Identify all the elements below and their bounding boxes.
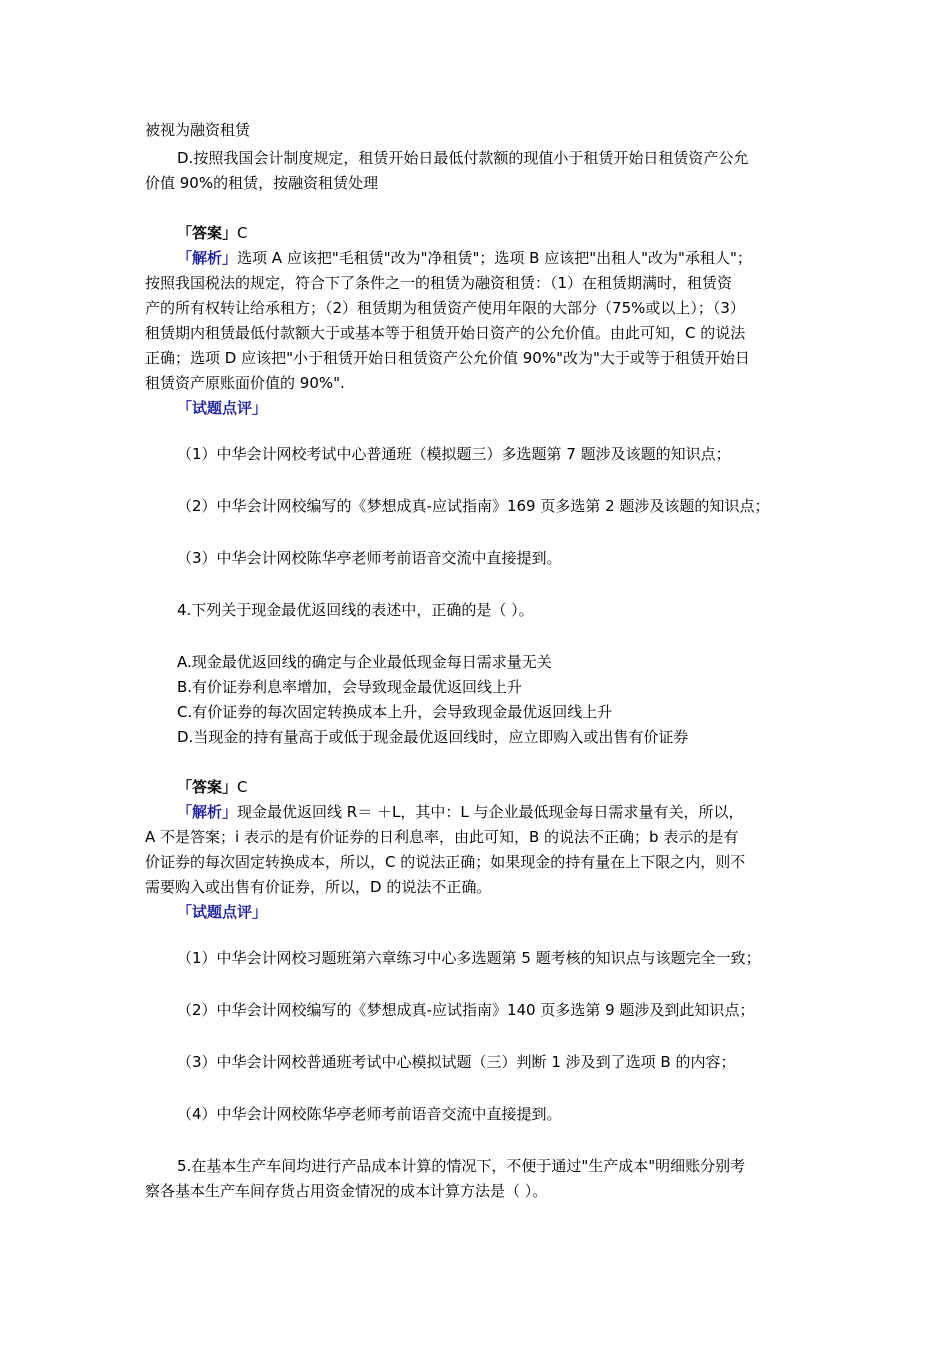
q3-review-label: 「试题点评」 xyxy=(177,399,268,417)
q4-analysis-line1 xyxy=(177,800,847,824)
q3-review-item3: （3）中华会计网校陈华亭老师考前语音交流中直接提到。 xyxy=(177,549,562,567)
q3-analysis-line6: 租赁资产原账面价值的 90%". xyxy=(145,374,345,392)
q4-option-a: A.现金最优返回线的确定与企业最低现金每日需求量无关 xyxy=(177,653,552,671)
answer-label: 「答案」 xyxy=(177,778,238,796)
q4-option-b: B.有价证券利息率增加，会导致现金最优返回线上升 xyxy=(177,678,523,696)
q4-option-c: C.有价证券的每次固定转换成本上升，会导致现金最优返回线上升 xyxy=(177,703,613,721)
q3-option-d-line1: D.按照我国会计制度规定，租赁开始日最低付款额的现值小于租赁开始日租赁资产公允 xyxy=(177,149,749,167)
q3-answer xyxy=(177,221,847,245)
answer-label: 「答案」 xyxy=(177,224,238,242)
q4-review-item4: （4）中华会计网校陈华亭老师考前语音交流中直接提到。 xyxy=(177,1105,562,1123)
q4-review-label: 「试题点评」 xyxy=(177,903,268,921)
q3-review-item2: （2）中华会计网校编写的《梦想成真-应试指南》169 页多选第 2 题涉及该题的知识点； xyxy=(177,497,770,515)
q4-analysis-line2: A 不是答案；i 表示的是有价证券的日利息率，由此可知，B 的说法不正确；b 表示的是有 xyxy=(145,828,739,846)
q3-analysis-line2: 按照我国税法的规定，符合下了条件之一的租赁为融资租赁：（1）在租赁期满时，租赁资 xyxy=(145,274,733,292)
analysis-label: 「解析」 xyxy=(177,803,238,821)
answer-value: C xyxy=(237,778,248,796)
analysis-label: 「解析」 xyxy=(177,249,238,267)
q4-analysis-line3: 价证券的每次固定转换成本，所以，C 的说法正确；如果现金的持有量在上下限之内，则不 xyxy=(145,853,746,871)
q5-stem-line1: 5.在基本生产车间均进行产品成本计算的情况下，不便于通过"生产成本"明细账分别考 xyxy=(177,1157,746,1175)
q3-tail-text: 被视为融资租赁 xyxy=(145,121,251,139)
q3-analysis-line4: 租赁期内租赁最低付款额大于或基本等于租赁开始日资产的公允价值。由此可知，C 的说法 xyxy=(145,324,746,342)
q3-review-item1: （1）中华会计网校考试中心普通班（模拟题三）多选题第 7 题涉及该题的知识点； xyxy=(177,445,731,463)
analysis-text: 选项 A 应该把"毛租赁"改为"净租赁"；选项 B 应该把"出租人"改为"承租人"； xyxy=(237,249,752,267)
q3-analysis-line1 xyxy=(177,246,847,270)
q4-review-item2: （2）中华会计网校编写的《梦想成真-应试指南》140 页多选第 9 题涉及到此知识点； xyxy=(177,1001,755,1019)
q3-analysis-line5: 正确；选项 D 应该把"小于租赁开始日租赁资产公允价值 90%"改为"大于或等于租赁开始日 xyxy=(145,349,750,367)
answer-value: C xyxy=(237,224,248,242)
q4-answer xyxy=(177,775,847,799)
q5-stem-line2: 察各基本生产车间存货占用资金情况的成本计算方法是（ ）。 xyxy=(145,1182,548,1200)
q4-review-item1: （1）中华会计网校习题班第六章练习中心多选题第 5 题考核的知识点与该题完全一致； xyxy=(177,949,761,967)
q3-option-d-line2: 价值 90%的租赁，按融资租赁处理 xyxy=(145,174,379,192)
q4-review-item3: （3）中华会计网校普通班考试中心模拟试题（三）判断 1 涉及到了选项 B 的内容； xyxy=(177,1053,736,1071)
q4-option-d: D.当现金的持有量高于或低于现金最优返回线时，应立即购入或出售有价证券 xyxy=(177,728,689,746)
q3-analysis-line3: 产的所有权转让给承租方；（2）租赁期为租赁资产使用年限的大部分（75%或以上）；（3） xyxy=(145,299,745,317)
q4-stem: 4.下列关于现金最优返回线的表述中，正确的是（ ）。 xyxy=(177,601,534,619)
q4-analysis-line4: 需要购入或出售有价证券，所以，D 的说法不正确。 xyxy=(145,878,492,896)
analysis-text: 现金最优返回线 R＝ ＋L，其中：L 与企业最低现金每日需求量有关，所以， xyxy=(237,803,744,821)
